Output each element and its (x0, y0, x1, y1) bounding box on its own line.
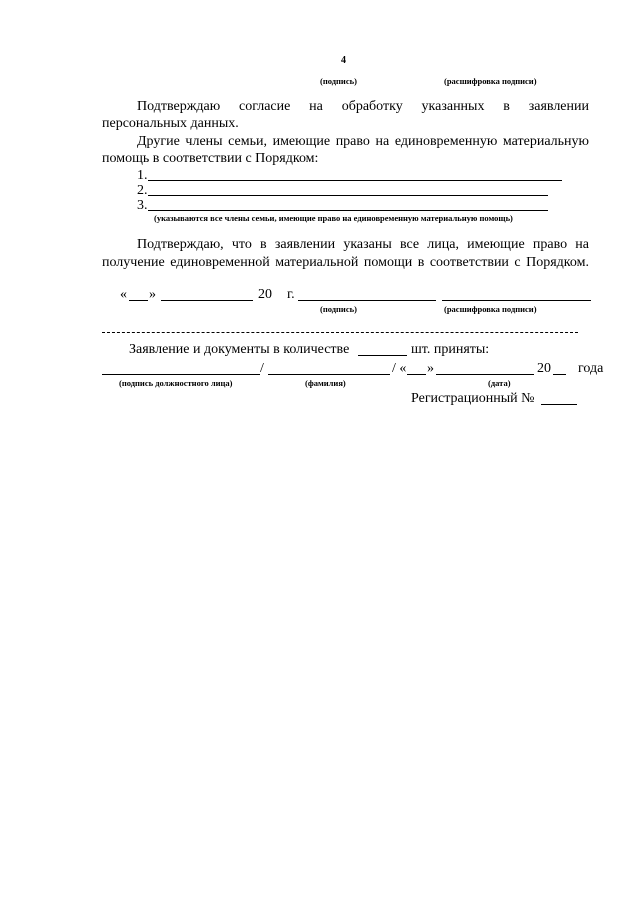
family-item-1-number: 1. (137, 168, 148, 183)
registration-number-label: Регистрационный № (411, 391, 535, 406)
caption-date: (дата) (488, 378, 511, 388)
signature-decoding-field[interactable] (442, 300, 591, 301)
acceptance-year-prefix: 20 (537, 361, 551, 376)
family-item-2-field[interactable] (148, 195, 548, 196)
confirm-line-2: получение единовременной материальной помощи в соответствии с Порядком. (102, 255, 589, 270)
documents-count-field[interactable] (358, 355, 407, 356)
caption-official-signature: (подпись должностного лица) (119, 378, 233, 388)
surname-field[interactable] (268, 374, 390, 375)
acceptance-month-field[interactable] (436, 374, 534, 375)
confirm-line-1: Подтверждаю, что в заявлении указаны все лица, имеющие право на (137, 237, 589, 252)
acceptance-day-field[interactable] (407, 374, 426, 375)
date-open-quote: « (120, 287, 127, 302)
cut-line (102, 332, 578, 333)
signature-field[interactable] (298, 300, 436, 301)
family-item-3-number: 3. (137, 198, 148, 213)
date-year-prefix: 20 (258, 287, 272, 302)
official-signature-field[interactable] (102, 374, 260, 375)
date-year-suffix: г. (287, 287, 295, 302)
family-item-2-number: 2. (137, 183, 148, 198)
family-item-3-field[interactable] (148, 210, 548, 211)
date-day-field[interactable] (129, 300, 148, 301)
acceptance-text-start: Заявление и документы в количестве (129, 342, 350, 357)
date-month-field[interactable] (161, 300, 253, 301)
family-item-1-field[interactable] (148, 180, 562, 181)
caption-signature: (подпись) (320, 304, 357, 314)
separator-slash-1: / (260, 361, 264, 376)
family-note: (указываются все члены семьи, имеющие право на единовременную материальную помощь) (154, 213, 513, 223)
consent-line-2: персональных данных. (102, 116, 239, 131)
separator-slash-2: / « (392, 361, 407, 376)
acceptance-year-field[interactable] (553, 374, 566, 375)
caption-signature-top: (подпись) (320, 76, 357, 86)
caption-decoding: (расшифровка подписи) (444, 304, 537, 314)
acceptance-close-quote: » (427, 361, 434, 376)
family-line-1: Другие члены семьи, имеющие право на единовременную материальную (137, 134, 589, 149)
family-line-2: помощь в соответствии с Порядком: (102, 151, 319, 166)
acceptance-text-end: шт. приняты: (411, 342, 490, 357)
page-number: 4 (341, 55, 346, 66)
registration-number-field[interactable] (541, 404, 577, 405)
date-close-quote: » (149, 287, 156, 302)
caption-decoding-top: (расшифровка подписи) (444, 76, 537, 86)
caption-surname: (фамилия) (305, 378, 346, 388)
acceptance-year-suffix: года (578, 361, 604, 376)
consent-line-1: Подтверждаю согласие на обработку указанных в заявлении (137, 99, 589, 114)
